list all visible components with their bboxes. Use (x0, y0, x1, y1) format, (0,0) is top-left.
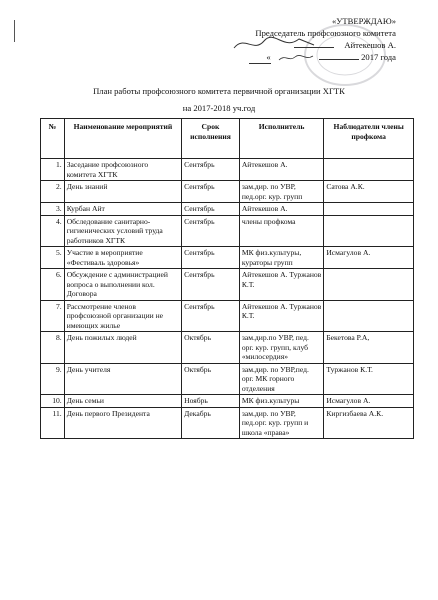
row-executor: МК физ.культуры (239, 395, 323, 408)
row-observers: Киргизбаева А.К. (324, 407, 414, 439)
row-number: 9. (41, 363, 65, 395)
table-row (41, 300, 414, 332)
table-row (41, 363, 414, 395)
row-executor: зам.дир. по УВР, пед.орг. кур. групп и школа «права» (239, 407, 323, 439)
row-term: Сентябрь (182, 247, 240, 269)
row-number: 1. (41, 159, 65, 181)
row-observers (324, 159, 414, 181)
document-title: План работы профсоюзного комитета первичной организации ХГТК (93, 86, 345, 96)
row-number: 2. (41, 181, 65, 203)
margin-mark (14, 20, 15, 42)
header-observers: Наблюдатели члены профкома (324, 119, 414, 159)
row-term: Сентябрь (182, 269, 240, 301)
table-row (41, 407, 414, 439)
row-executor: Айтекешов А. Туржанов К.Т. (239, 300, 323, 332)
row-observers (324, 215, 414, 247)
row-observers (324, 203, 414, 216)
row-observers (324, 300, 414, 332)
table-row (41, 181, 414, 203)
header-number: № (41, 119, 65, 159)
table-row (41, 215, 414, 247)
table-row (41, 203, 414, 216)
row-executor: зам.дир. по УВР,пед. орг. МК горного отделения (239, 363, 323, 395)
approval-position: Председатель профсоюзного комитета (255, 28, 396, 38)
table-row (41, 269, 414, 301)
row-executor: члены профкома (239, 215, 323, 247)
header-term: Срок исполнения (182, 119, 240, 159)
table-row (41, 332, 414, 364)
row-event: День учителя (64, 363, 181, 395)
row-number: 4. (41, 215, 65, 247)
row-event: День первого Президента (64, 407, 181, 439)
row-number: 6. (41, 269, 65, 301)
row-number: 11. (41, 407, 65, 439)
table-row (41, 395, 414, 408)
date-row: « 2017 года (249, 51, 396, 64)
row-observers: Исмагулов А. (324, 247, 414, 269)
table-row (41, 159, 414, 181)
row-number: 8. (41, 332, 65, 364)
table-header-row (41, 119, 414, 159)
row-observers: Бекетова Р.А, (324, 332, 414, 364)
row-observers: Туржанов К.Т. (324, 363, 414, 395)
document-subtitle: на 2017-2018 уч.год (182, 103, 256, 113)
row-event: Обсуждение с администрацией вопроса о выполнении кол. Договора (64, 269, 181, 301)
row-term: Сентябрь (182, 181, 240, 203)
row-executor: Айтекешов А. (239, 159, 323, 181)
row-event: Заседание профсоюзного комитета ХГТК (64, 159, 181, 181)
row-observers: Сатова А.К. (324, 181, 414, 203)
row-event: Обследование санитарно-гигиенических условий труда работников ХГТК (64, 215, 181, 247)
plan-table (40, 118, 414, 439)
row-number: 7. (41, 300, 65, 332)
row-event: Курбан Айт (64, 203, 181, 216)
table-row (41, 247, 414, 269)
approver-name: Айтекешов А. (344, 40, 396, 50)
signature-row (249, 39, 396, 51)
row-observers (324, 269, 414, 301)
row-executor: зам.дир. по УВР, пед.орг. кур. групп (239, 181, 323, 203)
handwritten-date (277, 53, 317, 63)
row-event: День пожилых людей (64, 332, 181, 364)
row-term: Декабрь (182, 407, 240, 439)
row-term: Октябрь (182, 363, 240, 395)
row-event: День знаний (64, 181, 181, 203)
row-event: Участие в мероприятие «Фестиваль здоровья» (64, 247, 181, 269)
row-number: 5. (41, 247, 65, 269)
row-number: 10. (41, 395, 65, 408)
row-event: Рассмотрение членов профсоюзной организации не имеющих жилье (64, 300, 181, 332)
row-executor: Айтекешов А. (239, 203, 323, 216)
header-executor: Исполнитель (239, 119, 323, 159)
row-term: Сентябрь (182, 215, 240, 247)
row-executor: зам.дир.по УВР, пед. орг. кур. групп, клуб «милосердия» (239, 332, 323, 364)
approval-year: 2017 года (361, 52, 396, 62)
row-executor: МК физ.культуры, кураторы групп (239, 247, 323, 269)
approval-block (249, 15, 396, 64)
row-number: 3. (41, 203, 65, 216)
row-observers: Исмагулов А. (324, 395, 414, 408)
header-event: Наименование мероприятий (64, 119, 181, 159)
row-executor: Айтекешов А. Туржанов К.Т. (239, 269, 323, 301)
row-event: День семьи (64, 395, 181, 408)
approval-heading: «УТВЕРЖДАЮ» (332, 16, 396, 26)
row-term: Сентябрь (182, 300, 240, 332)
row-term: Сентябрь (182, 159, 240, 181)
row-term: Ноябрь (182, 395, 240, 408)
row-term: Сентябрь (182, 203, 240, 216)
row-term: Октябрь (182, 332, 240, 364)
